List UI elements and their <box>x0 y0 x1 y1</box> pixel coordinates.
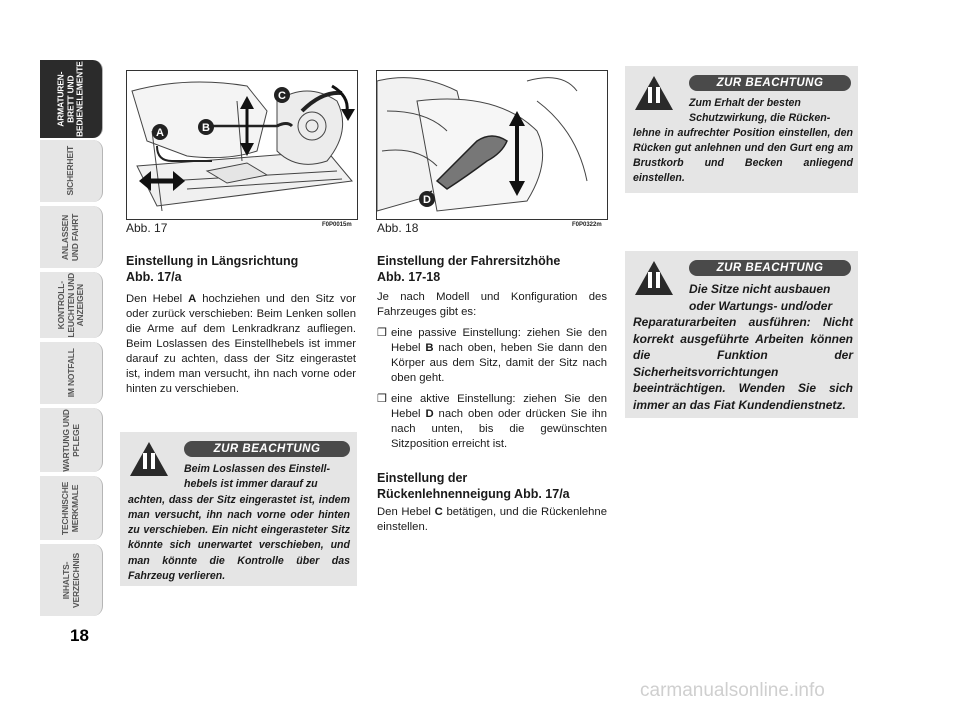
body-text: hochziehen und den Sitz vor oder zurück verschieben: Beim Lenken sollen die Arme auf dem Lenkradkranz aufliegen. Beim Loslassen des Einstellhebels ist immer darauf zu achten, dass der Sitz eingerastet ist, indem man versucht, ihn nach vorne oder hinten zu verschieben. <box>126 293 356 395</box>
intro-text: Je nach Modell und Konfiguration des Fahrzeuges gibt es: <box>377 291 607 318</box>
tab-label: IM NOTFALL <box>65 348 76 398</box>
lever-ref: A <box>188 293 197 305</box>
tab-armaturenbrett[interactable] <box>40 60 103 138</box>
body-text: Den Hebel <box>377 506 435 518</box>
warning-line: achten, dass der Sitz eingerastet ist, indem man versucht, ihn nach vorne oder hinten zu verschieben. Ein nicht eingerasteter Sitz könnte sich unerwartet verschieben, und man könnte die Kontrolle über das Fahrzeug verlieren. <box>128 493 350 583</box>
warning-title: ZUR BEACHTUNG <box>689 75 851 91</box>
warning-text <box>633 96 853 186</box>
tab-sicherheit[interactable] <box>40 140 103 202</box>
warning-title: ZUR BEACHTUNG <box>184 441 350 457</box>
heading-line: Einstellung in Längsrichtung <box>126 254 299 268</box>
section-body-backrest <box>377 505 607 535</box>
warning-box-2 <box>625 66 858 193</box>
tab-anlassen[interactable] <box>40 206 103 268</box>
watermark: carmanualsonline.info <box>640 680 825 701</box>
tab-technische-merkmale[interactable] <box>40 476 103 540</box>
label-c: C <box>278 90 286 102</box>
tab-wartung[interactable] <box>40 408 103 472</box>
label-b: B <box>202 122 210 134</box>
warning-line: lehne in aufrechter Position einstellen, den Rücken gut anlehnen und den Gurt eng am Brustkorb und Becken anliegend einstellen. <box>633 127 853 184</box>
body-text: eine aktive Einstellung: ziehen Sie den Hebel <box>391 393 607 420</box>
tab-inhaltsverzeichnis[interactable] <box>40 544 103 616</box>
figure-17-caption: Abb. 17 <box>126 221 168 235</box>
bullet-text <box>391 326 607 386</box>
heading-line: Abb. 17/a <box>126 270 182 284</box>
lever-ref: D <box>425 408 434 420</box>
tab-label: SICHERHEIT <box>65 146 76 196</box>
list-item <box>377 392 607 452</box>
figure-18-code: F0P0322m <box>572 222 602 228</box>
tab-kontrollleuchten[interactable] <box>40 272 103 338</box>
seat-height-illustration <box>377 71 607 219</box>
warning-title: ZUR BEACHTUNG <box>689 260 851 276</box>
list-item <box>377 326 607 386</box>
figure-18-caption: Abb. 18 <box>377 221 419 235</box>
warning-line: hebels ist immer darauf zu <box>184 478 318 491</box>
body-text: Den Hebel <box>126 293 189 305</box>
warning-line: oder Wartungs- und/oder <box>689 298 833 313</box>
section-heading-length <box>126 253 356 285</box>
bullet-mark: ❒ <box>377 327 387 339</box>
figure-18 <box>376 70 608 220</box>
page-number: 18 <box>70 626 89 645</box>
heading-line: Abb. 17-18 <box>377 270 441 284</box>
figure-17-code: F0P0015m <box>322 222 352 228</box>
figure-17 <box>126 70 358 220</box>
lever-ref: B <box>425 342 434 354</box>
warning-line: Reparaturarbeiten ausführen: Nicht korrekt ausgeführte Arbeiten können die Funktion der Sicherheitsvorrichtungen beeinträchtigen. Wenden Sie sich immer an das Fiat Kundendienstnetz. <box>633 315 853 412</box>
warning-line: Schutzwirkung, die Rücken- <box>689 112 831 124</box>
tab-label: KONTROLL- LEUCHTEN UND ANZEIGEN <box>55 272 85 338</box>
tab-label: WARTUNG UND PFLEGE <box>60 408 80 472</box>
warning-line: Die Sitze nicht ausbauen <box>689 282 831 296</box>
section-body-height <box>377 290 607 452</box>
warning-line: Beim Loslassen des Einstell- <box>184 463 331 475</box>
label-a: A <box>156 127 164 139</box>
tab-im-notfall[interactable] <box>40 342 103 404</box>
bullet-mark: ❒ <box>377 393 387 405</box>
tab-label: ARMATUREN- BRETT UND BEDIENELEMENTE <box>55 61 85 137</box>
bullet-text <box>391 392 607 452</box>
section-heading-backrest <box>377 470 607 502</box>
lever-ref: C <box>434 506 443 518</box>
warning-text <box>128 462 350 584</box>
heading-line: Einstellung der Fahrersitzhöhe <box>377 254 561 268</box>
warning-box-3 <box>625 251 858 418</box>
body-text: nach oben oder drücken Sie ihn nach unten, bis die gewünschten Sitzposition erreicht ist. <box>391 408 608 450</box>
seat-rail-illustration <box>127 71 357 219</box>
tab-label: INHALTS- VERZEICHNIS <box>60 552 80 608</box>
tab-label: TECHNISCHE MERKMALE <box>60 481 80 535</box>
heading-line: Rückenlehnenneigung Abb. 17/a <box>377 487 570 501</box>
body-text: nach oben, heben Sie dann den Körper aus dem Sitz, damit der Sitz nach oben geht. <box>391 342 608 384</box>
section-body-length <box>126 292 356 397</box>
warning-box-1 <box>120 432 357 586</box>
heading-line: Einstellung der <box>377 471 468 485</box>
label-d: D <box>423 194 431 206</box>
body-text: eine passive Einstellung: ziehen Sie den Hebel <box>391 327 607 354</box>
section-heading-height <box>377 253 607 285</box>
tab-label: ANLASSEN UND FAHRT <box>60 213 80 261</box>
body-text: betätigen, und die Rückenlehne einstellen. <box>377 506 607 533</box>
warning-text <box>633 281 853 413</box>
warning-line: Zum Erhalt der besten <box>689 97 801 109</box>
